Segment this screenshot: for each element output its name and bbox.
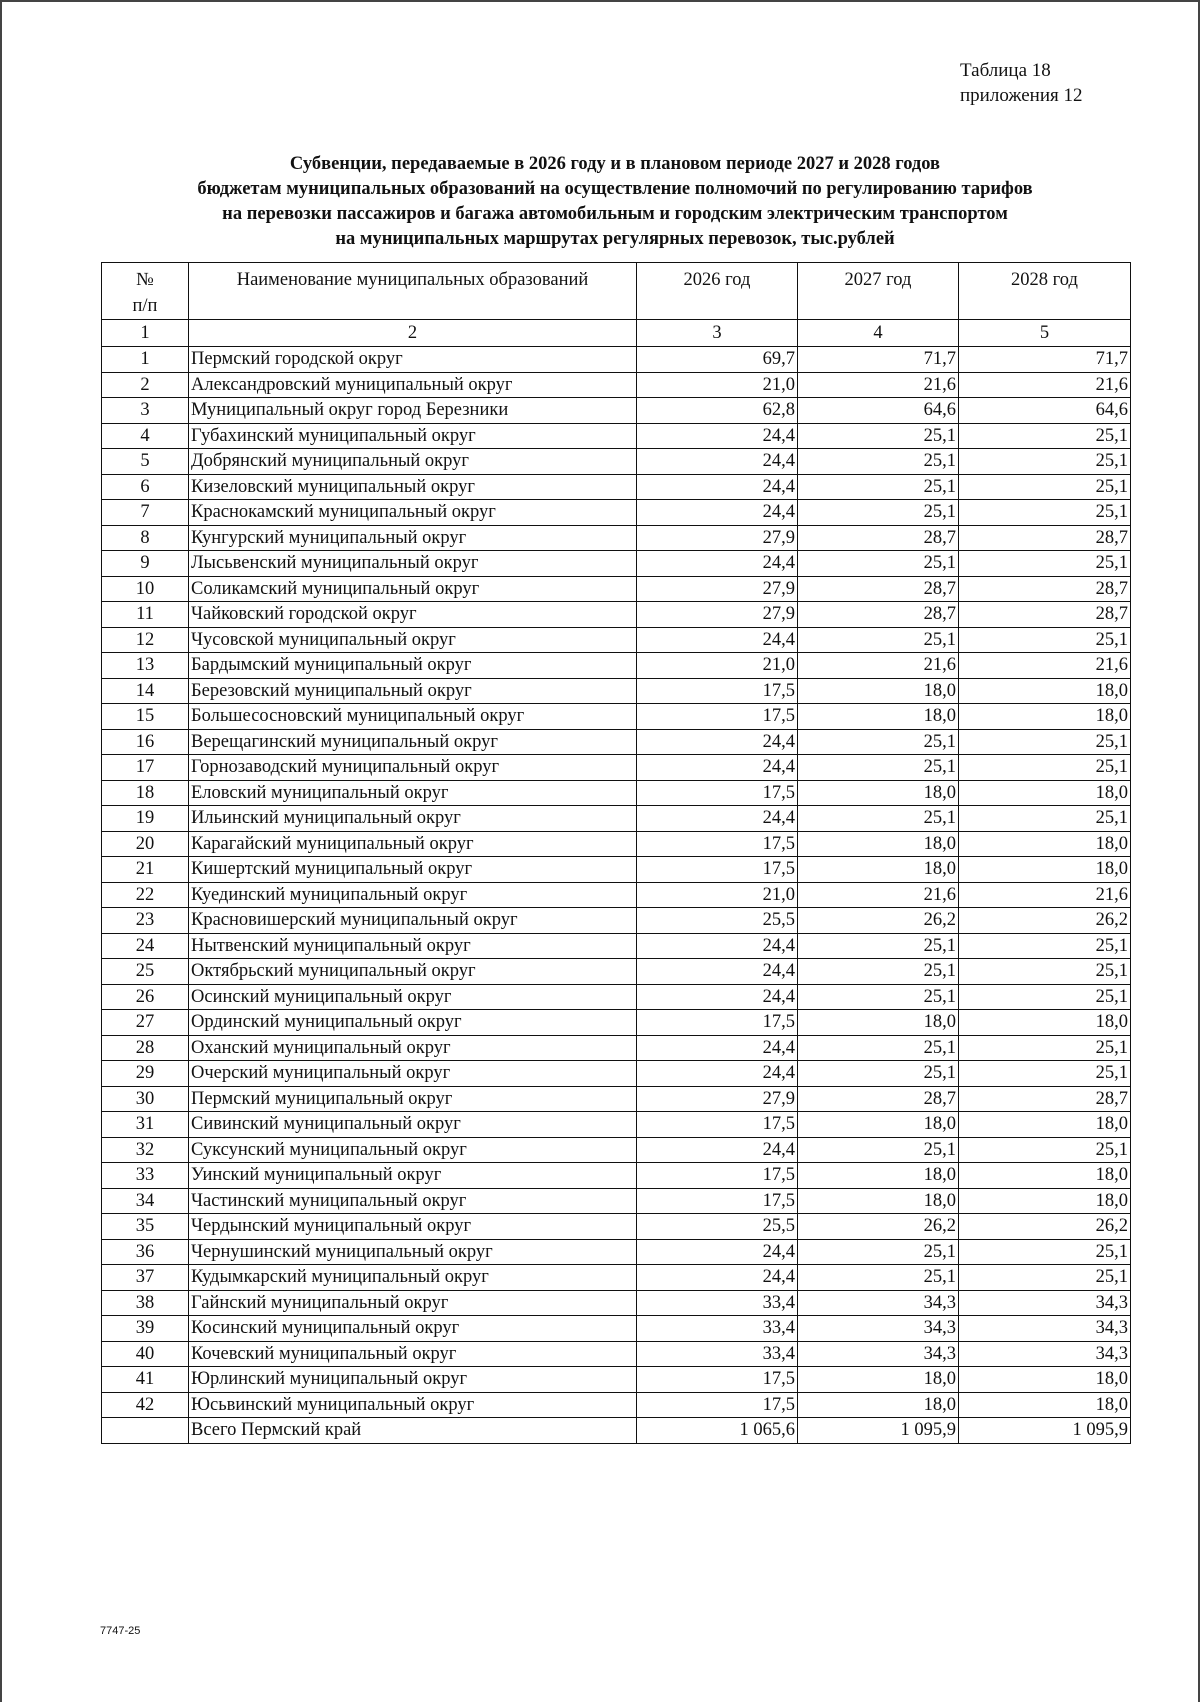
table-row: [102, 1163, 1131, 1189]
value-2027: 25,1: [798, 423, 959, 449]
row-number: 11: [102, 602, 189, 628]
table-row: [102, 1265, 1131, 1291]
row-number: 2: [102, 372, 189, 398]
value-2026: 24,4: [637, 755, 798, 781]
row-number: 39: [102, 1316, 189, 1342]
row-number: 19: [102, 806, 189, 832]
value-2027: 28,7: [798, 1086, 959, 1112]
municipality-name: Добрянский муниципальный округ: [189, 449, 637, 475]
value-2027: 25,1: [798, 984, 959, 1010]
column-index: 1: [102, 320, 189, 347]
value-2027: 25,1: [798, 500, 959, 526]
value-2028: 18,0: [959, 1367, 1131, 1393]
value-2026: 24,4: [637, 423, 798, 449]
row-number: 37: [102, 1265, 189, 1291]
value-2027: 28,7: [798, 525, 959, 551]
municipality-name: Частинский муниципальный округ: [189, 1188, 637, 1214]
row-number: 33: [102, 1163, 189, 1189]
table-row: [102, 1086, 1131, 1112]
value-2028: 1 095,9: [959, 1418, 1131, 1444]
value-2028: 25,1: [959, 551, 1131, 577]
municipality-name: Лысьвенский муниципальный округ: [189, 551, 637, 577]
municipality-name: Соликамский муниципальный округ: [189, 576, 637, 602]
value-2028: 25,1: [959, 933, 1131, 959]
row-number: 3: [102, 398, 189, 424]
municipality-name: Всего Пермский край: [189, 1418, 637, 1444]
municipality-name: Осинский муниципальный округ: [189, 984, 637, 1010]
row-number: 16: [102, 729, 189, 755]
value-2027: 25,1: [798, 1239, 959, 1265]
table-row: [102, 933, 1131, 959]
value-2027: 18,0: [798, 831, 959, 857]
value-2026: 24,4: [637, 1035, 798, 1061]
row-number: 28: [102, 1035, 189, 1061]
table-row: [102, 500, 1131, 526]
row-number: 7: [102, 500, 189, 526]
value-2026: 21,0: [637, 653, 798, 679]
row-number: 15: [102, 704, 189, 730]
value-2028: 25,1: [959, 474, 1131, 500]
table-row: [102, 857, 1131, 883]
municipality-name: Губахинский муниципальный округ: [189, 423, 637, 449]
value-2026: 17,5: [637, 1392, 798, 1418]
table-row: [102, 372, 1131, 398]
value-2028: 25,1: [959, 806, 1131, 832]
row-number: 31: [102, 1112, 189, 1138]
value-2026: 24,4: [637, 933, 798, 959]
municipality-name: Чусовской муниципальный округ: [189, 627, 637, 653]
value-2028: 25,1: [959, 449, 1131, 475]
row-number: 20: [102, 831, 189, 857]
municipality-name: Ильинский муниципальный округ: [189, 806, 637, 832]
value-2028: 25,1: [959, 1239, 1131, 1265]
value-2026: 24,4: [637, 984, 798, 1010]
column-index: 5: [959, 320, 1131, 347]
value-2027: 71,7: [798, 347, 959, 373]
municipality-name: Чайковский городской округ: [189, 602, 637, 628]
row-number: 32: [102, 1137, 189, 1163]
value-2028: 18,0: [959, 1188, 1131, 1214]
table-row: [102, 882, 1131, 908]
value-2027: 25,1: [798, 449, 959, 475]
value-2026: 24,4: [637, 449, 798, 475]
value-2027: 25,1: [798, 933, 959, 959]
title-line-1: Субвенции, передаваемые в 2026 году и в плановом периоде 2027 и 2028 годов: [289, 154, 941, 174]
table-row: [102, 653, 1131, 679]
row-number: 36: [102, 1239, 189, 1265]
value-2027: 18,0: [798, 857, 959, 883]
table-row: [102, 1188, 1131, 1214]
column-index-row: [102, 320, 1131, 347]
table-number: Таблица 18: [960, 60, 1051, 81]
row-number: 25: [102, 959, 189, 985]
municipality-name: Большесосновский муниципальный округ: [189, 704, 637, 730]
municipality-name: Октябрьский муниципальный округ: [189, 959, 637, 985]
municipality-name: Косинский муниципальный округ: [189, 1316, 637, 1342]
subsidy-table: [101, 262, 1131, 1444]
municipality-name: Сивинский муниципальный округ: [189, 1112, 637, 1138]
table-row: [102, 1061, 1131, 1087]
value-2027: 25,1: [798, 755, 959, 781]
value-2027: 25,1: [798, 1061, 959, 1087]
municipality-name: Суксунский муниципальный округ: [189, 1137, 637, 1163]
value-2028: 25,1: [959, 627, 1131, 653]
value-2027: 25,1: [798, 551, 959, 577]
table-row: [102, 704, 1131, 730]
table-row: [102, 347, 1131, 373]
municipality-name: Чердынский муниципальный округ: [189, 1214, 637, 1240]
title-line-4: на муниципальных маршрутах регулярных перевозок, тыс.рублей: [335, 229, 895, 249]
municipality-name: Карагайский муниципальный округ: [189, 831, 637, 857]
value-2027: 21,6: [798, 372, 959, 398]
value-2027: 25,1: [798, 806, 959, 832]
page-edge-top: [0, 0, 1200, 2]
table-row: [102, 984, 1131, 1010]
value-2026: 27,9: [637, 576, 798, 602]
table-row: [102, 678, 1131, 704]
municipality-name: Бардымский муниципальный округ: [189, 653, 637, 679]
value-2027: 18,0: [798, 1010, 959, 1036]
table-row: [102, 1214, 1131, 1240]
table-row: [102, 806, 1131, 832]
municipality-name: Оханский муниципальный округ: [189, 1035, 637, 1061]
value-2028: 26,2: [959, 1214, 1131, 1240]
table-row: [102, 602, 1131, 628]
municipality-name: Красновишерский муниципальный округ: [189, 908, 637, 934]
value-2028: 25,1: [959, 959, 1131, 985]
value-2028: 21,6: [959, 653, 1131, 679]
table-row: [102, 1137, 1131, 1163]
row-number: 4: [102, 423, 189, 449]
value-2028: 25,1: [959, 729, 1131, 755]
row-number: 22: [102, 882, 189, 908]
value-2026: 27,9: [637, 1086, 798, 1112]
row-number: 18: [102, 780, 189, 806]
header-number: [102, 263, 189, 320]
municipality-name: Краснокамский муниципальный округ: [189, 500, 637, 526]
value-2026: 24,4: [637, 1239, 798, 1265]
value-2027: 25,1: [798, 1137, 959, 1163]
value-2027: 18,0: [798, 678, 959, 704]
row-number: [102, 1418, 189, 1444]
row-number: 24: [102, 933, 189, 959]
value-2026: 27,9: [637, 525, 798, 551]
value-2026: 17,5: [637, 780, 798, 806]
row-number: 5: [102, 449, 189, 475]
value-2028: 18,0: [959, 831, 1131, 857]
header-2026: 2026 год: [637, 263, 798, 320]
value-2026: 17,5: [637, 831, 798, 857]
value-2028: 18,0: [959, 1010, 1131, 1036]
table-row: [102, 831, 1131, 857]
row-number: 14: [102, 678, 189, 704]
row-number: 23: [102, 908, 189, 934]
value-2027: 25,1: [798, 1265, 959, 1291]
title-line-2: бюджетам муниципальных образований на осуществление полномочий по регулированию тарифов: [197, 179, 1033, 199]
value-2028: 25,1: [959, 755, 1131, 781]
value-2026: 25,5: [637, 908, 798, 934]
value-2027: 34,3: [798, 1290, 959, 1316]
table-row: [102, 449, 1131, 475]
row-number: 38: [102, 1290, 189, 1316]
value-2026: 33,4: [637, 1316, 798, 1342]
table-row: [102, 1341, 1131, 1367]
value-2026: 17,5: [637, 1163, 798, 1189]
municipality-name: Кочевский муниципальный округ: [189, 1341, 637, 1367]
municipality-name: Еловский муниципальный округ: [189, 780, 637, 806]
value-2028: 18,0: [959, 1392, 1131, 1418]
municipality-name: Чернушинский муниципальный округ: [189, 1239, 637, 1265]
value-2026: 33,4: [637, 1341, 798, 1367]
value-2027: 18,0: [798, 780, 959, 806]
municipality-name: Кишертский муниципальный округ: [189, 857, 637, 883]
table-row: [102, 398, 1131, 424]
table-row: [102, 755, 1131, 781]
municipality-name: Куединский муниципальный округ: [189, 882, 637, 908]
column-index: 2: [189, 320, 637, 347]
header-number-pp: п/п: [132, 296, 158, 316]
row-number: 42: [102, 1392, 189, 1418]
value-2028: 18,0: [959, 704, 1131, 730]
value-2026: 33,4: [637, 1290, 798, 1316]
table-row: [102, 627, 1131, 653]
row-number: 9: [102, 551, 189, 577]
value-2026: 24,4: [637, 500, 798, 526]
value-2028: 34,3: [959, 1341, 1131, 1367]
value-2028: 21,6: [959, 372, 1131, 398]
row-number: 40: [102, 1341, 189, 1367]
value-2028: 64,6: [959, 398, 1131, 424]
appendix-number: приложения 12: [960, 85, 1083, 106]
row-number: 6: [102, 474, 189, 500]
table-row: [102, 1239, 1131, 1265]
row-number: 27: [102, 1010, 189, 1036]
value-2027: 25,1: [798, 1035, 959, 1061]
value-2026: 17,5: [637, 1188, 798, 1214]
table-body: [102, 263, 1131, 1444]
value-2027: 18,0: [798, 1112, 959, 1138]
value-2027: 21,6: [798, 882, 959, 908]
municipality-name: Нытвенский муниципальный округ: [189, 933, 637, 959]
row-number: 30: [102, 1086, 189, 1112]
table-row: [102, 474, 1131, 500]
value-2026: 17,5: [637, 678, 798, 704]
table-row: [102, 576, 1131, 602]
row-number: 10: [102, 576, 189, 602]
municipality-name: Кудымкарский муниципальный округ: [189, 1265, 637, 1291]
row-number: 29: [102, 1061, 189, 1087]
table-row: [102, 551, 1131, 577]
value-2027: 34,3: [798, 1341, 959, 1367]
value-2028: 25,1: [959, 1035, 1131, 1061]
table-reference: [960, 58, 1082, 108]
value-2026: 21,0: [637, 372, 798, 398]
row-number: 17: [102, 755, 189, 781]
value-2026: 24,4: [637, 959, 798, 985]
row-number: 34: [102, 1188, 189, 1214]
value-2026: 25,5: [637, 1214, 798, 1240]
value-2028: 18,0: [959, 857, 1131, 883]
value-2026: 24,4: [637, 1265, 798, 1291]
row-number: 41: [102, 1367, 189, 1393]
value-2028: 34,3: [959, 1290, 1131, 1316]
row-number: 13: [102, 653, 189, 679]
value-2026: 17,5: [637, 1367, 798, 1393]
value-2027: 26,2: [798, 1214, 959, 1240]
value-2028: 34,3: [959, 1316, 1131, 1342]
value-2028: 25,1: [959, 500, 1131, 526]
row-number: 26: [102, 984, 189, 1010]
value-2027: 18,0: [798, 1163, 959, 1189]
value-2026: 17,5: [637, 1010, 798, 1036]
municipality-name: Пермский городской округ: [189, 347, 637, 373]
value-2028: 18,0: [959, 780, 1131, 806]
municipality-name: Уинский муниципальный округ: [189, 1163, 637, 1189]
table-row: [102, 1290, 1131, 1316]
header-2028: 2028 год: [959, 263, 1131, 320]
value-2028: 18,0: [959, 1112, 1131, 1138]
value-2026: 1 065,6: [637, 1418, 798, 1444]
table-row: [102, 1035, 1131, 1061]
value-2027: 25,1: [798, 729, 959, 755]
value-2026: 24,4: [637, 627, 798, 653]
value-2027: 25,1: [798, 627, 959, 653]
value-2027: 21,6: [798, 653, 959, 679]
value-2028: 25,1: [959, 1061, 1131, 1087]
header-2027: 2027 год: [798, 263, 959, 320]
value-2028: 21,6: [959, 882, 1131, 908]
value-2028: 25,1: [959, 423, 1131, 449]
table-row: [102, 1112, 1131, 1138]
table-row: [102, 1392, 1131, 1418]
table-row: [102, 729, 1131, 755]
municipality-name: Муниципальный округ город Березники: [189, 398, 637, 424]
table-row: [102, 1367, 1131, 1393]
table-row: [102, 1316, 1131, 1342]
value-2026: 17,5: [637, 857, 798, 883]
municipality-name: Гайнский муниципальный округ: [189, 1290, 637, 1316]
value-2027: 18,0: [798, 704, 959, 730]
value-2027: 64,6: [798, 398, 959, 424]
row-number: 21: [102, 857, 189, 883]
municipality-name: Горнозаводский муниципальный округ: [189, 755, 637, 781]
value-2026: 17,5: [637, 1112, 798, 1138]
value-2028: 28,7: [959, 576, 1131, 602]
value-2028: 18,0: [959, 1163, 1131, 1189]
page-edge-left: [0, 0, 2, 1702]
value-2027: 34,3: [798, 1316, 959, 1342]
value-2026: 24,4: [637, 729, 798, 755]
value-2026: 69,7: [637, 347, 798, 373]
document-title: [100, 152, 1130, 252]
municipality-name: Пермский муниципальный округ: [189, 1086, 637, 1112]
column-index: 4: [798, 320, 959, 347]
table-row: [102, 423, 1131, 449]
value-2026: 17,5: [637, 704, 798, 730]
value-2027: 28,7: [798, 602, 959, 628]
row-number: 1: [102, 347, 189, 373]
title-line-3: на перевозки пассажиров и багажа автомобильным и городским электрическим транспортом: [222, 204, 1008, 224]
table-row: [102, 908, 1131, 934]
value-2026: 27,9: [637, 602, 798, 628]
value-2028: 25,1: [959, 984, 1131, 1010]
value-2026: 24,4: [637, 1137, 798, 1163]
table-row: [102, 1010, 1131, 1036]
value-2026: 62,8: [637, 398, 798, 424]
table-row: [102, 525, 1131, 551]
value-2027: 1 095,9: [798, 1418, 959, 1444]
row-number: 8: [102, 525, 189, 551]
value-2026: 24,4: [637, 806, 798, 832]
value-2026: 24,4: [637, 474, 798, 500]
value-2027: 18,0: [798, 1367, 959, 1393]
municipality-name: Кизеловский муниципальный округ: [189, 474, 637, 500]
municipality-name: Березовский муниципальный округ: [189, 678, 637, 704]
table-row: [102, 780, 1131, 806]
value-2028: 25,1: [959, 1265, 1131, 1291]
value-2028: 26,2: [959, 908, 1131, 934]
value-2028: 28,7: [959, 602, 1131, 628]
value-2027: 25,1: [798, 959, 959, 985]
value-2028: 25,1: [959, 1137, 1131, 1163]
column-index: 3: [637, 320, 798, 347]
header-number-sign: №: [136, 270, 154, 290]
municipality-name: Александровский муниципальный округ: [189, 372, 637, 398]
value-2027: 18,0: [798, 1188, 959, 1214]
municipality-name: Юсьвинский муниципальный округ: [189, 1392, 637, 1418]
value-2026: 24,4: [637, 551, 798, 577]
total-row: [102, 1418, 1131, 1444]
value-2027: 25,1: [798, 474, 959, 500]
value-2027: 28,7: [798, 576, 959, 602]
header-name: Наименование муниципальных образований: [189, 263, 637, 320]
row-number: 35: [102, 1214, 189, 1240]
value-2028: 18,0: [959, 678, 1131, 704]
value-2028: 71,7: [959, 347, 1131, 373]
municipality-name: Очерский муниципальный округ: [189, 1061, 637, 1087]
value-2027: 26,2: [798, 908, 959, 934]
table-row: [102, 959, 1131, 985]
municipality-name: Верещагинский муниципальный округ: [189, 729, 637, 755]
header-row: [102, 263, 1131, 320]
municipality-name: Ординский муниципальный округ: [189, 1010, 637, 1036]
value-2028: 28,7: [959, 1086, 1131, 1112]
document-code: 7747-25: [100, 1625, 141, 1637]
value-2027: 18,0: [798, 1392, 959, 1418]
municipality-name: Юрлинский муниципальный округ: [189, 1367, 637, 1393]
value-2026: 21,0: [637, 882, 798, 908]
value-2028: 28,7: [959, 525, 1131, 551]
municipality-name: Кунгурский муниципальный округ: [189, 525, 637, 551]
row-number: 12: [102, 627, 189, 653]
value-2026: 24,4: [637, 1061, 798, 1087]
